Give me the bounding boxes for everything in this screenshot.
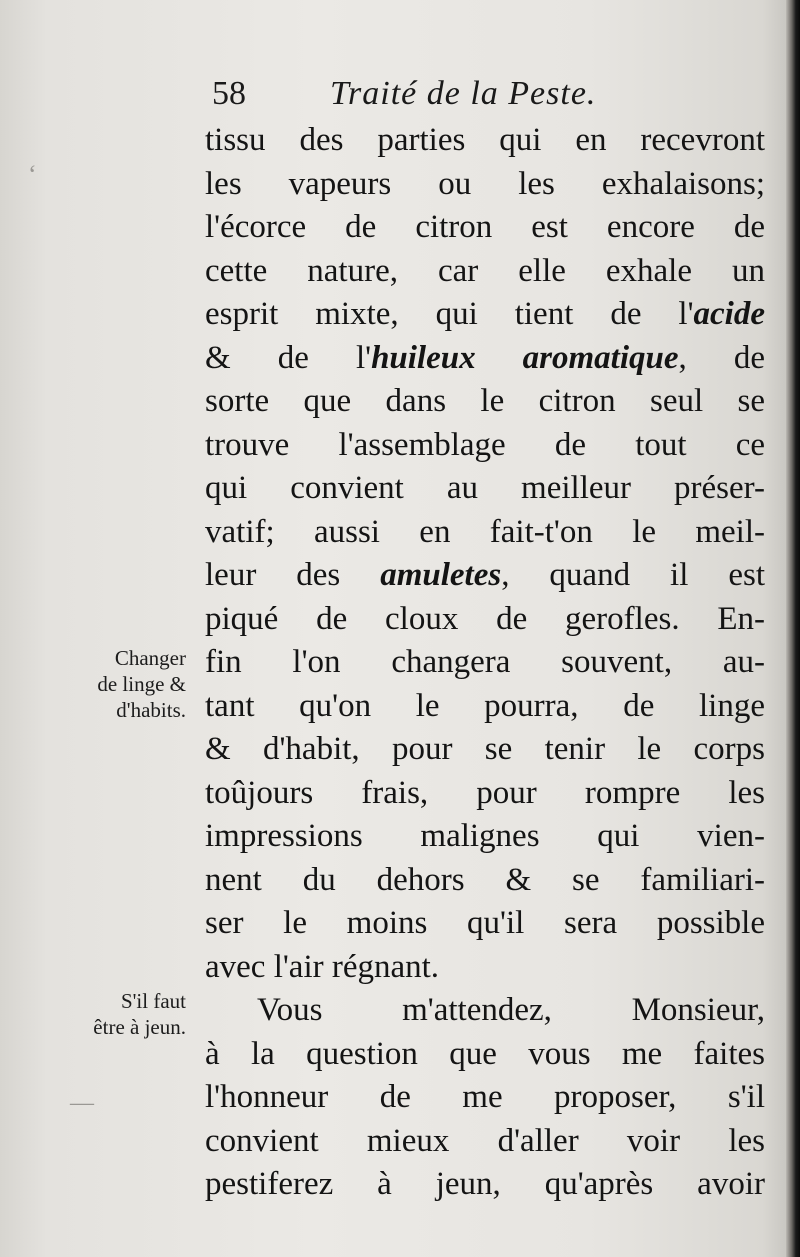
text-line: tissu des parties qui en recevront [205,122,765,158]
margin-note-line: être à jeun. [93,1015,186,1039]
text-line: l'écorce de citron est encore de [205,209,765,245]
text-line [205,337,765,381]
paper-speck: — [70,1090,94,1116]
text-line: l'honneur de me proposer, s'il [205,1079,765,1115]
text-line: impressions malignes qui vien- [205,818,765,854]
italic-term-acide: acide [693,296,765,332]
text-line: convient mieux d'aller voir les [205,1122,765,1159]
text-segment: esprit mixte, qui tient de l' [205,296,694,332]
margin-note-linge [97,645,186,723]
text-line: sorte que dans le citron seul se [205,383,765,419]
italic-term-amuletes: amuletes [380,557,502,593]
text-line: tant qu'on le pourra, de linge [205,687,765,724]
margin-note-jeun [93,988,186,1040]
text-segment: leur des [205,557,381,593]
main-text [205,119,765,1207]
text-line: qui convient au meilleur préser- [205,470,765,506]
text-line: & d'habit, pour se tenir le corps [205,731,765,767]
paper-speck: ‘ [28,160,37,189]
text-line: fin l'on changera souvent, au- [205,644,765,680]
text-line: toûjours frais, pour rompre les [205,774,765,811]
page-number: 58 [212,75,246,112]
text-segment: , de [678,339,765,376]
text-segment: , quand il est [501,557,765,593]
text-line: Vous m'attendez, Monsieur, [257,992,765,1028]
page-header [212,70,752,118]
text-segment: & de l' [205,339,372,376]
text-line: à la question que vous me faites [205,1035,765,1072]
page-edge-shadow [786,0,800,1257]
text-line: avec l'air régnant. [205,948,440,985]
text-line [205,293,765,337]
text-line [205,554,765,598]
text-line: trouve l'assemblage de tout ce [205,426,765,463]
text-line: ser le moins qu'il sera possible [205,905,765,941]
margin-note-line: Changer [114,646,186,670]
text-line: les vapeurs ou les exhalaisons; [205,165,765,202]
margin-note-line: S'il faut [120,989,186,1013]
italic-term-huileux: huileux aromatique [371,339,679,376]
running-title: Traité de la Peste. [330,75,597,112]
text-line: piqué de cloux de gerofles. En- [205,600,765,637]
text-line: nent du dehors & se familiari- [205,861,765,898]
text-line: vatif; aussi en fait-t'on le meil- [205,513,765,550]
margin-note-line: de linge & [97,672,186,696]
text-line: cette nature, car elle exhale un [205,252,765,289]
margin-note-line: d'habits. [116,698,186,722]
text-line: pestiferez à jeun, qu'après avoir [205,1166,765,1202]
